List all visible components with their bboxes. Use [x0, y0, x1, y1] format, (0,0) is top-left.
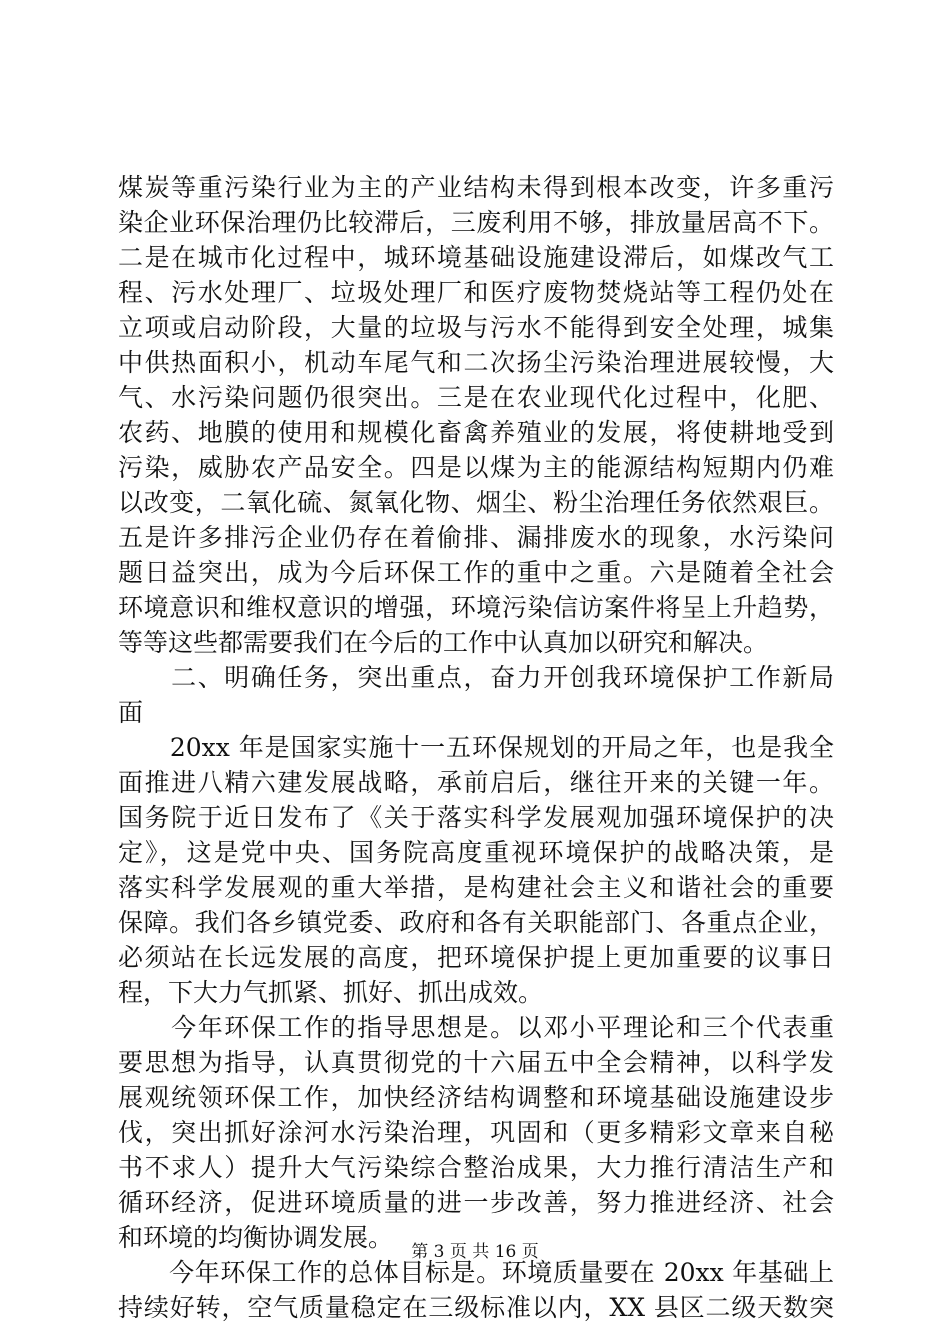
- text-line: 环境意识和维权意识的增强，环境污染信访案件将呈上升趋势，: [118, 593, 834, 622]
- text-line: 定》，这是党中央、国务院高度重视环境保护的战略决策，是: [118, 838, 834, 867]
- text-line: 程、污水处理厂、垃圾处理厂和医疗废物焚烧站等工程仍处在: [118, 278, 834, 307]
- text-line: 面: [118, 698, 144, 727]
- text-line: 二是在城市化过程中，城环境基础设施建设滞后，如煤改气工: [118, 243, 834, 272]
- text-line: 程，下大力气抓紧、抓好、抓出成效。: [118, 978, 544, 1007]
- text-line: 题日益突出，成为今后环保工作的重中之重。六是随着全社会: [118, 558, 834, 587]
- text-line: 今年环保工作的总体目标是。环境质量要在 20xx 年基础上: [118, 1258, 834, 1287]
- text-line: 书不求人）提升大气污染综合整治成果，大力推行清洁生产和: [118, 1153, 834, 1182]
- text-line: 五是许多排污企业仍存在着偷排、漏排废水的现象，水污染问: [118, 523, 834, 552]
- text-line: 二、明确任务，突出重点，奋力开创我环境保护工作新局: [118, 663, 834, 692]
- text-line: 等等这些都需要我们在今后的工作中认真加以研究和解决。: [118, 628, 769, 657]
- text-line: 立项或启动阶段，大量的垃圾与污水不能得到安全处理，城集: [118, 313, 834, 342]
- text-line: 中供热面积小，机动车尾气和二次扬尘污染治理进展较慢，大: [118, 348, 834, 377]
- text-line: 循环经济，促进环境质量的进一步改善，努力推进经济、社会: [118, 1188, 834, 1217]
- text-line: 污染，威胁农产品安全。四是以煤为主的能源结构短期内仍难: [118, 453, 834, 482]
- text-line: 必须站在长远发展的高度，把环境保护提上更加重要的议事日: [118, 943, 834, 972]
- text-line: 要思想为指导，认真贯彻党的十六届五中全会精神，以科学发: [118, 1048, 834, 1077]
- text-line: 今年环保工作的指导思想是。以邓小平理论和三个代表重: [118, 1013, 834, 1042]
- text-line: 和环境的均衡协调发展。: [118, 1223, 394, 1252]
- text-line: 伐，突出抓好涂河水污染治理，巩固和（更多精彩文章来自秘: [118, 1118, 834, 1147]
- text-line: 20xx 年是国家实施十一五环保规划的开局之年，也是我全: [118, 733, 834, 762]
- text-line: 染企业环保治理仍比较滞后，三废利用不够，排放量居高不下。: [118, 208, 834, 237]
- text-line: 国务院于近日发布了《关于落实科学发展观加强环境保护的决: [118, 803, 834, 832]
- text-line: 保障。我们各乡镇党委、政府和各有关职能部门、各重点企业，: [118, 908, 834, 937]
- page-footer: 第 3 页 共 16 页: [411, 1242, 539, 1262]
- text-line: 落实科学发展观的重大举措，是构建社会主义和谐社会的重要: [118, 873, 834, 902]
- text-line: 持续好转，空气质量稳定在三级标准以内，XX 县区二级天数突: [118, 1293, 834, 1322]
- document-body: [118, 170, 834, 1325]
- text-line: 气、水污染问题仍很突出。三是在农业现代化过程中，化肥、: [118, 383, 834, 412]
- text-line: 面推进八精六建发展战略，承前启后，继往开来的关键一年。: [118, 768, 834, 797]
- text-line: 展观统领环保工作，加快经济结构调整和环境基础设施建设步: [118, 1083, 834, 1112]
- text-line: 煤炭等重污染行业为主的产业结构未得到根本改变，许多重污: [118, 173, 834, 202]
- text-line: 农药、地膜的使用和规模化畜禽养殖业的发展，将使耕地受到: [118, 418, 834, 447]
- text-line: 以改变，二氧化硫、氮氧化物、烟尘、粉尘治理任务依然艰巨。: [118, 488, 834, 517]
